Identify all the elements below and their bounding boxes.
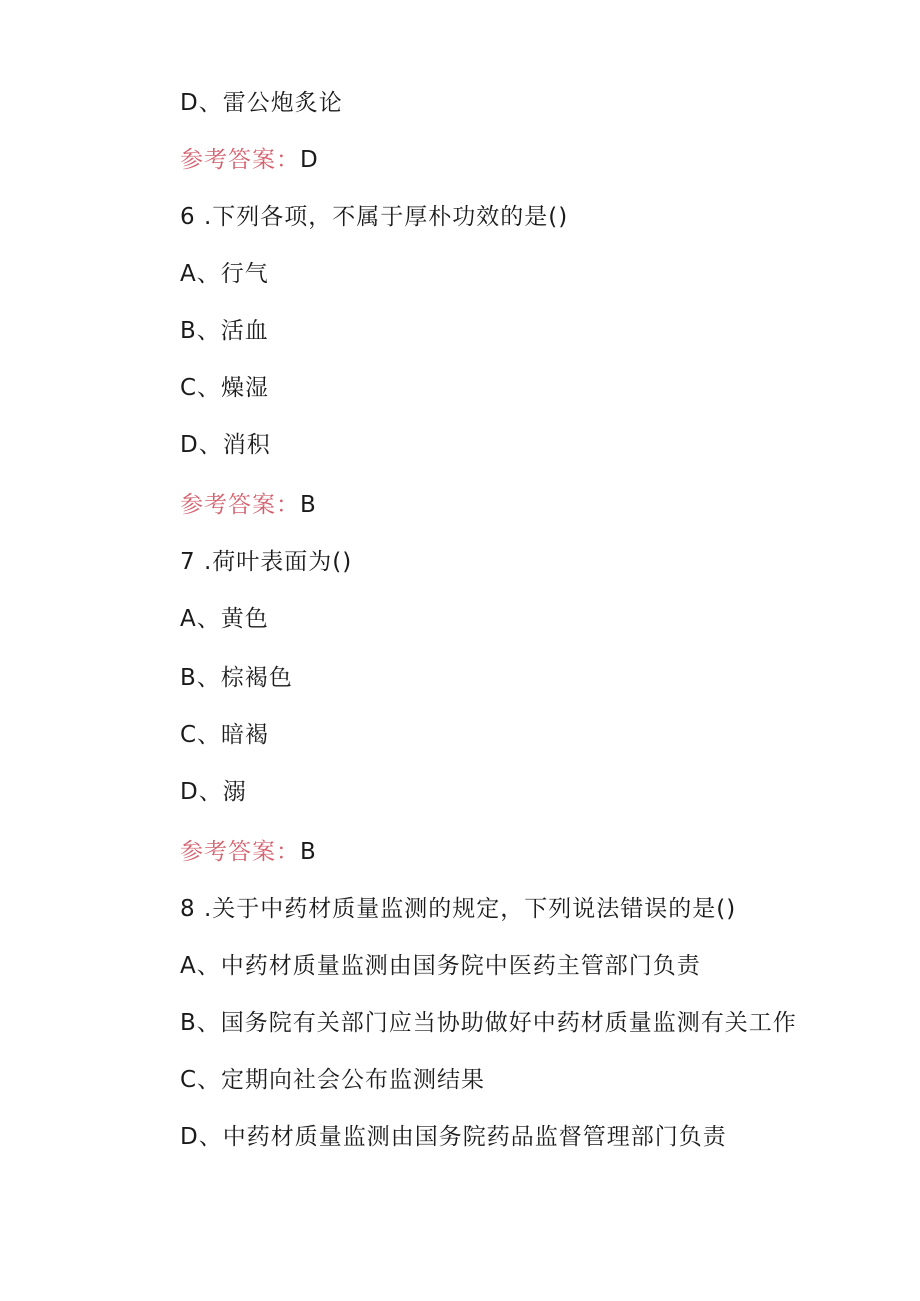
q8-option-c: C、定期向社会公布监测结果 — [180, 1067, 486, 1093]
q8-option-b: B、国务院有关部门应当协助做好中药材质量监测有关工作 — [180, 1010, 797, 1036]
q5-option-d: D、雷公炮炙论 — [180, 90, 343, 116]
q5-answer — [180, 145, 319, 175]
q7-option-b: B、棕褐色 — [180, 665, 293, 691]
q6-option-d: D、消积 — [180, 432, 271, 458]
q7-question: 7 .荷叶表面为() — [180, 549, 353, 575]
q6-option-b: B、活血 — [180, 318, 269, 344]
q6-answer — [180, 490, 317, 520]
answer-label: 参考答案： — [180, 839, 300, 865]
q7-option-c: C、暗褐 — [180, 722, 270, 748]
q6-question: 6 .下列各项，不属于厚朴功效的是() — [180, 204, 569, 230]
answer-label: 参考答案： — [180, 492, 300, 518]
answer-value: B — [300, 839, 317, 865]
answer-label: 参考答案： — [180, 147, 300, 173]
q8-question: 8 .关于中药材质量监测的规定，下列说法错误的是() — [180, 896, 737, 922]
answer-value: B — [300, 492, 317, 518]
q6-option-c: C、燥湿 — [180, 375, 270, 401]
q8-option-a: A、中药材质量监测由国务院中医药主管部门负责 — [180, 953, 701, 979]
q6-option-a: A、行气 — [180, 261, 269, 287]
q8-option-d: D、中药材质量监测由国务院药品监督管理部门负责 — [180, 1124, 727, 1150]
q7-option-a: A、黄色 — [180, 606, 269, 632]
answer-value: D — [300, 147, 319, 173]
q7-answer — [180, 837, 317, 867]
q7-option-d: D、溺 — [180, 779, 247, 805]
